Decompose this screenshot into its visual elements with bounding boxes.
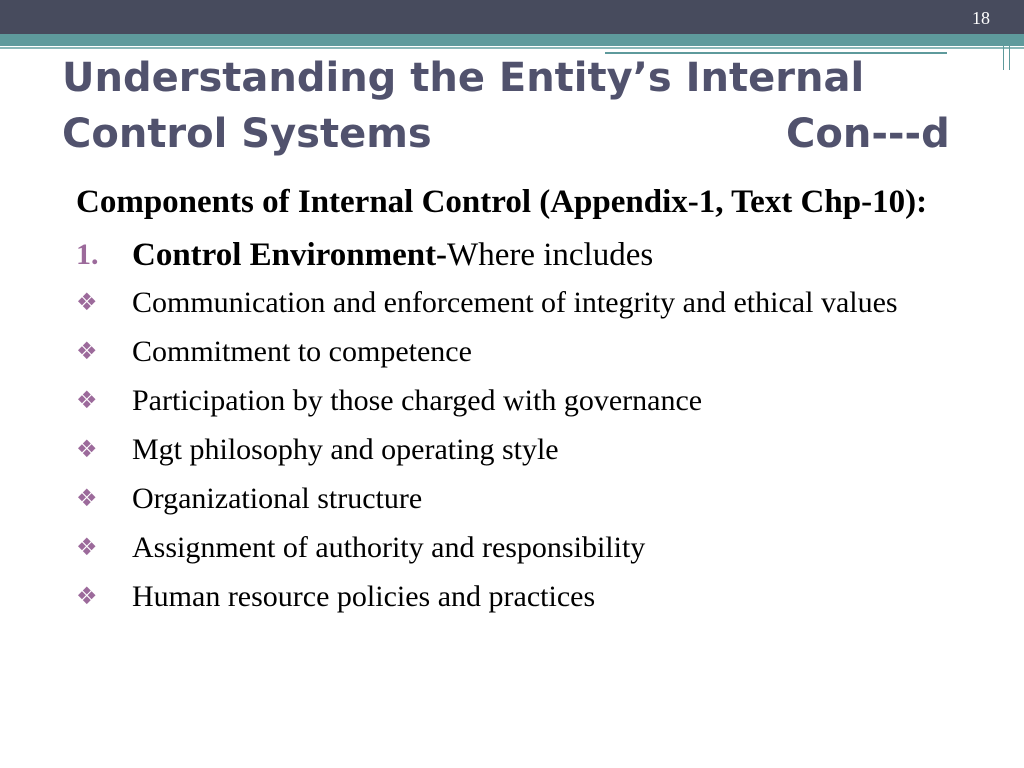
diamond-bullet-icon: ❖ — [76, 386, 98, 414]
list-item — [76, 526, 966, 569]
slide-title — [62, 50, 982, 162]
diamond-bullet-icon: ❖ — [76, 533, 98, 561]
list-item-text: Commitment to competence — [132, 335, 472, 368]
numbered-item — [76, 232, 966, 278]
diamond-bullet-icon: ❖ — [76, 288, 98, 316]
slide-title-line-1: Understanding the Entity’s Internal — [62, 55, 865, 101]
bullet-list — [76, 281, 966, 618]
diamond-bullet-icon: ❖ — [76, 435, 98, 463]
corner-decoration-line — [1009, 34, 1010, 70]
list-item — [76, 477, 966, 520]
list-item — [76, 379, 966, 422]
list-item-text: Assignment of authority and responsibility — [132, 531, 646, 564]
slide-content — [76, 180, 966, 618]
numbered-item-bold-text: Control Environment- — [132, 237, 448, 273]
list-item — [76, 281, 966, 324]
numbered-item-number: 1. — [76, 238, 99, 271]
corner-decoration-line — [1003, 34, 1004, 70]
list-item-text: Communication and enforcement of integrity and ethical values — [132, 286, 898, 319]
list-item — [76, 575, 966, 618]
list-item-text: Human resource policies and practices — [132, 580, 596, 613]
slide-title-continued: Con---d — [786, 111, 950, 157]
slide-title-line-2-text: Control Systems — [62, 111, 432, 157]
header-accent-band — [0, 34, 1024, 46]
diamond-bullet-icon: ❖ — [76, 337, 98, 365]
slide-number: 18 — [972, 8, 990, 28]
diamond-bullet-icon: ❖ — [76, 484, 98, 512]
diamond-bullet-icon: ❖ — [76, 582, 98, 610]
list-item-text: Mgt philosophy and operating style — [132, 433, 559, 466]
slide-title-line-2 — [62, 106, 982, 162]
content-heading: Components of Internal Control (Appendix-1, Text Chp-10): — [76, 184, 928, 220]
list-item-text: Participation by those charged with governance — [132, 384, 703, 417]
list-item — [76, 428, 966, 471]
numbered-item-text: Where includes — [447, 237, 654, 273]
header-accent-line — [0, 47, 1024, 49]
list-item — [76, 330, 966, 373]
header-band — [0, 0, 1024, 34]
list-item-text: Organizational structure — [132, 482, 423, 515]
